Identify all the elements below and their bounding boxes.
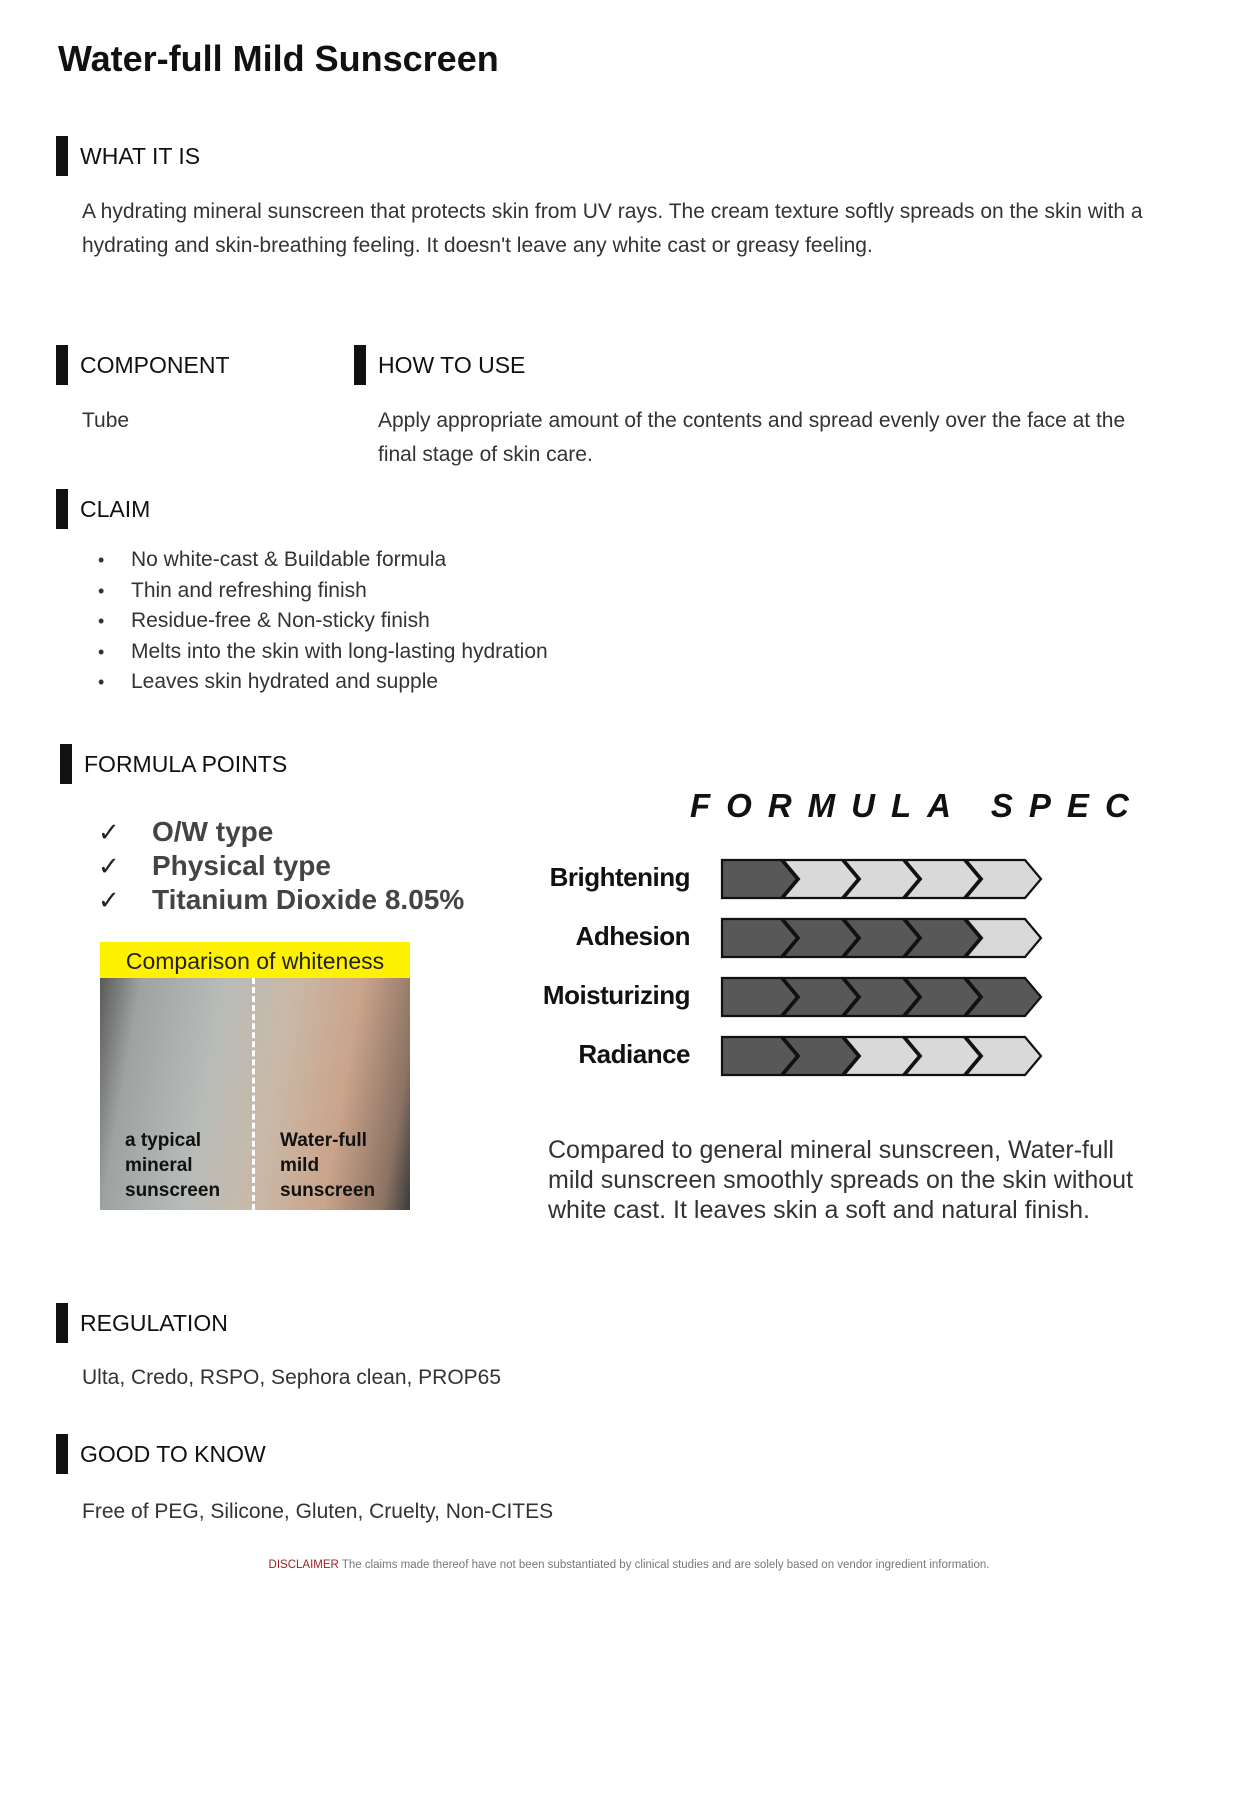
spec-level-arrows bbox=[720, 917, 1050, 959]
text-line: A hydrating mineral sunscreen that protects skin from UV rays. The cream texture softly spreads on the skin with a bbox=[82, 200, 1143, 223]
spec-label: Brightening bbox=[549, 862, 690, 892]
section-title: WHAT IT IS bbox=[80, 142, 201, 169]
caption-line: Water-full bbox=[280, 1130, 367, 1151]
list-item bbox=[98, 883, 464, 917]
section-title: REGULATION bbox=[80, 1309, 228, 1336]
level-chevron-filled bbox=[722, 1037, 797, 1075]
claim-list bbox=[98, 545, 548, 698]
left-caption bbox=[125, 1128, 220, 1203]
text-line: Apply appropriate amount of the contents and spread evenly over the face at the bbox=[378, 409, 1126, 432]
level-chevron-filled bbox=[722, 978, 797, 1016]
comparison-label: Comparison of whiteness bbox=[100, 942, 410, 978]
section-marker bbox=[56, 1434, 68, 1474]
section-title: GOOD TO KNOW bbox=[80, 1440, 266, 1467]
list-item bbox=[98, 545, 548, 576]
how-to-use-text bbox=[378, 404, 1125, 472]
section-claim-heading bbox=[56, 489, 150, 529]
claim-text: Thin and refreshing finish bbox=[131, 578, 367, 602]
text-line: white cast. It leaves skin a soft and natural finish. bbox=[548, 1196, 1090, 1224]
right-caption bbox=[280, 1128, 375, 1203]
disclaimer bbox=[0, 1559, 1258, 1571]
claim-text: Leaves skin hydrated and supple bbox=[131, 670, 439, 693]
text-line: Compared to general mineral sunscreen, Water-full bbox=[548, 1136, 1114, 1164]
spec-row bbox=[540, 917, 1040, 965]
section-marker bbox=[56, 345, 68, 385]
spec-label: Moisturizing bbox=[542, 980, 690, 1010]
bullet-icon: • bbox=[98, 641, 105, 662]
formula-point-text: Titanium Dioxide 8.05% bbox=[152, 884, 465, 915]
component-value: Tube bbox=[82, 409, 130, 432]
good-to-know-value: Free of PEG, Silicone, Gluten, Cruelty, Non-CITES bbox=[82, 1500, 554, 1523]
whiteness-comparison bbox=[100, 942, 410, 1210]
disclaimer-text: The claims made thereof have not been substantiated by clinical studies and are solely based on vendor ingredient information. bbox=[341, 1559, 990, 1571]
spec-row bbox=[540, 858, 1040, 906]
claim-text: No white-cast & Buildable formula bbox=[131, 548, 447, 571]
section-marker bbox=[60, 744, 72, 784]
level-chevron-filled bbox=[722, 860, 797, 898]
section-what-it-is-heading bbox=[56, 136, 200, 176]
spec-level-arrows bbox=[720, 1035, 1050, 1077]
spec-row bbox=[540, 976, 1040, 1024]
section-title: HOW TO USE bbox=[378, 351, 526, 378]
list-item bbox=[98, 849, 464, 883]
formula-point-text: Physical type bbox=[152, 850, 331, 881]
formula-spec-description bbox=[548, 1135, 1188, 1225]
bullet-icon: • bbox=[98, 550, 105, 570]
spec-label: Adhesion bbox=[575, 921, 690, 951]
section-marker bbox=[56, 136, 68, 176]
text-line: mild sunscreen smoothly spreads on the skin without bbox=[548, 1166, 1134, 1194]
level-chevron-filled bbox=[722, 919, 797, 957]
section-marker bbox=[354, 345, 366, 385]
section-marker bbox=[56, 489, 68, 529]
comparison-divider bbox=[252, 978, 255, 1210]
section-title: FORMULA POINTS bbox=[84, 750, 288, 777]
checkmark-icon: ✓ bbox=[98, 885, 120, 915]
caption-line: mineral bbox=[125, 1155, 193, 1176]
text-line: final stage of skin care. bbox=[378, 443, 593, 466]
claim-text: Residue-free & Non-sticky finish bbox=[131, 609, 430, 632]
caption-line: mild bbox=[280, 1155, 320, 1176]
caption-line: a typical bbox=[125, 1130, 202, 1151]
checkmark-icon: ✓ bbox=[98, 817, 120, 847]
checkmark-icon: ✓ bbox=[98, 851, 120, 881]
list-item bbox=[98, 667, 548, 698]
page-title: Water-full Mild Sunscreen bbox=[58, 38, 499, 79]
bullet-icon: • bbox=[98, 672, 105, 692]
what-it-is-text bbox=[82, 195, 1143, 263]
regulation-value: Ulta, Credo, RSPO, Sephora clean, PROP65 bbox=[82, 1366, 502, 1389]
section-title: COMPONENT bbox=[80, 351, 230, 378]
section-how-to-use-heading bbox=[354, 345, 525, 385]
spec-row bbox=[540, 1035, 1040, 1083]
formula-spec-title: FORMULA SPEC bbox=[690, 787, 1145, 824]
skin-comparison-photo bbox=[100, 978, 410, 1210]
list-item bbox=[98, 815, 464, 849]
section-title: CLAIM bbox=[80, 495, 151, 522]
caption-line: sunscreen bbox=[125, 1180, 221, 1201]
formula-point-text: O/W type bbox=[152, 816, 274, 847]
bullet-icon: • bbox=[98, 611, 105, 631]
claim-text: Melts into the skin with long-lasting hydration bbox=[131, 639, 548, 663]
spec-level-arrows bbox=[720, 976, 1050, 1018]
section-component-heading bbox=[56, 345, 230, 385]
spec-level-arrows bbox=[720, 858, 1050, 900]
section-regulation-heading bbox=[56, 1303, 228, 1343]
formula-points-list bbox=[98, 815, 464, 917]
spec-label: Radiance bbox=[578, 1039, 690, 1069]
section-marker bbox=[56, 1303, 68, 1343]
disclaimer-label: DISCLAIMER bbox=[268, 1559, 339, 1571]
section-good-to-know-heading bbox=[56, 1434, 266, 1474]
section-formula-points-heading bbox=[60, 744, 287, 784]
text-line: hydrating and skin-breathing feeling. It doesn't leave any white cast or greasy feeling. bbox=[82, 234, 873, 257]
list-item bbox=[98, 637, 548, 668]
list-item bbox=[98, 576, 548, 607]
bullet-icon: • bbox=[98, 580, 105, 601]
list-item bbox=[98, 606, 548, 637]
caption-line: sunscreen bbox=[280, 1180, 376, 1201]
